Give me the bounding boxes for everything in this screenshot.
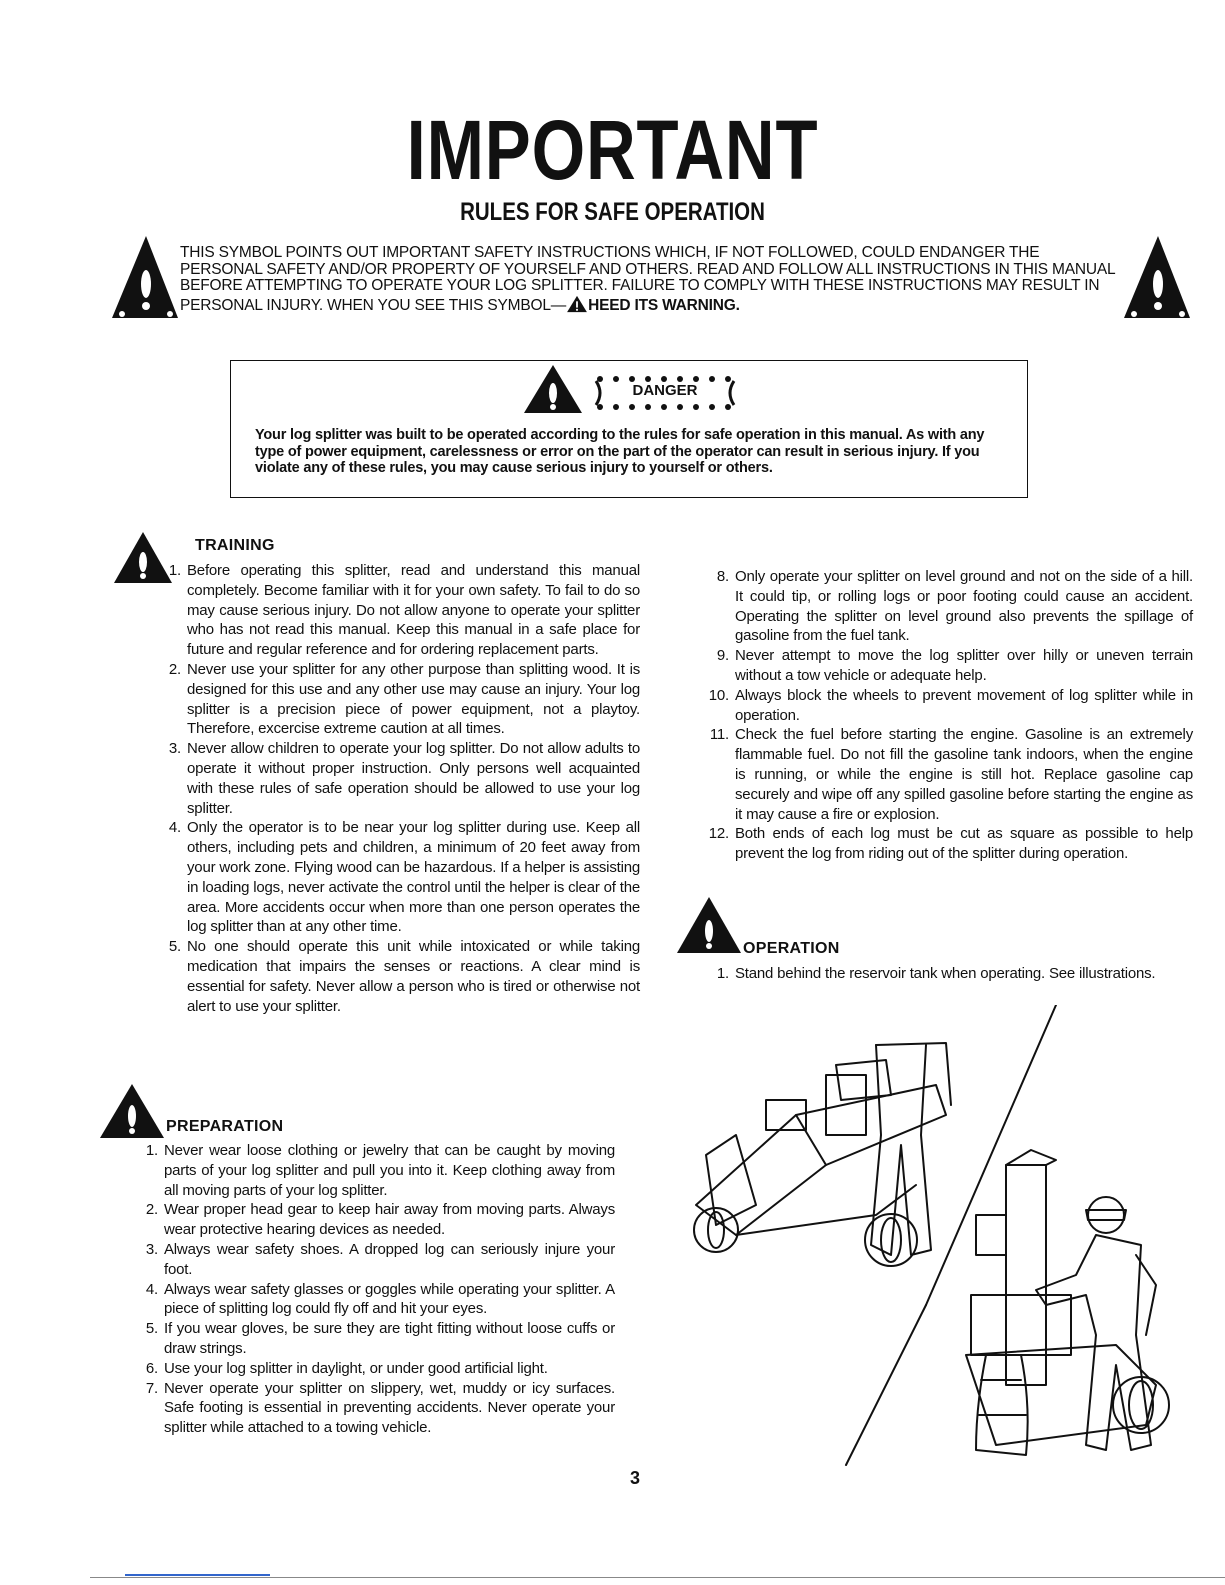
list-item: 6. Use your log splitter in daylight, or under good artificial light. <box>145 1359 548 1377</box>
preparation-list <box>140 1141 615 1438</box>
preparation-heading: PREPARATION <box>166 1118 284 1135</box>
list-item: 9. Never attempt to move the log splitter over hilly or uneven terrain without a tow vehicle or adequate help. <box>716 647 1193 684</box>
danger-text: Your log splitter was built to be operated according to the rules for safe operation in this manual. As with any type of power equipment, carelessness or error on the part of the operator can result in serious injury. If you violate any of these rules, you may cause serious injury to yourself or others. <box>255 427 985 476</box>
list-item: 2. Never use your splitter for any other purpose than splitting wood. It is designed for this use and any other use may cause an injury. Your log splitter is a precision piece of power equipment, not a playtoy. Therefore, excercise extreme caution at all times. <box>168 660 640 738</box>
operation-warning-icon <box>675 895 743 955</box>
list-item: 4. Only the operator is to be near your log splitter during use. Keep all others, including pets and children, a minimum of 20 feet away from your work zone. Flying wood can be hazardous. If a helper is assisting in loading logs, never activate the control until the helper is clear of the area. More accidents occur when more than one person operates the log splitter than at any other time. <box>168 819 640 936</box>
list-item: 10. Always block the wheels to prevent movement of log splitter while in operation. <box>708 686 1193 724</box>
training-heading: TRAINING <box>195 537 275 554</box>
list-item: 2. Wear proper head gear to keep hair away from moving parts. Always wear protective hearing devices as needed. <box>145 1201 615 1239</box>
intro-text: THIS SYMBOL POINTS OUT IMPORTANT SAFETY INSTRUCTIONS WHICH, IF NOT FOLLOWED, COULD ENDANGER THE PERSONAL SAFETY AND/OR PROPERTY OF YOURSELF AND OTHERS. READ AND FOLLOW ALL INSTRUCTIONS IN THIS MANUAL BEFORE ATTEMPTING TO OPERATE YOUR LOG SPLITTER. FAILURE TO COMPLY WITH THESE INSTRUCTIONS MAY RESULT IN PERSONAL INJURY. WHEN YOU SEE THIS SYMBOL— <box>180 244 1115 314</box>
preparation-warning-icon <box>98 1082 166 1140</box>
list-item: 1. Never wear loose clothing or jewelry that can be caught by moving parts of your log splitter and pull you into it. Keep clothing away from all moving parts of your log splitter. <box>145 1142 615 1199</box>
page-title: IMPORTANT <box>406 103 819 197</box>
list-item: 12. Both ends of each log must be cut as square as possible to help prevent the log from riding out of the splitter during operation. <box>708 825 1193 863</box>
danger-warning-icon <box>522 363 584 415</box>
warning-triangle-icon <box>108 232 180 322</box>
list-item: 5. If you wear gloves, be sure they are tight fitting without loose cuffs or draw strings. <box>145 1320 615 1357</box>
intro-warning-text <box>180 245 1120 314</box>
inline-warning-icon <box>566 295 588 313</box>
list-item: 1. Stand behind the reservoir tank when operating. See illustrations. <box>716 965 1156 982</box>
warning-triangle-icon <box>1120 232 1192 322</box>
list-item: 1. Before operating this splitter, read and understand this manual completely. Become familiar with it for your own safety. To fail to do so may cause serious injury. Do not allow anyone to operate your splitter who has not read this manual. Keep this manual in a safe place for future and regular reference and for ordering replacement parts. <box>168 562 640 659</box>
operation-list <box>711 964 1211 984</box>
page-subtitle: RULES FOR SAFE OPERATION <box>460 198 765 226</box>
bottom-rule <box>90 1577 1225 1578</box>
list-item: 5. No one should operate this unit while intoxicated or while taking medication that impairs the senses or reactions. A clear mind is essential for safety. Never allow a person who is tired or otherwise not alert to use your splitter. <box>168 938 640 1015</box>
intro-heed: HEED ITS WARNING. <box>588 296 740 314</box>
log-splitter-illustration <box>676 1005 1206 1475</box>
bottom-link-bar <box>125 1574 270 1576</box>
list-item: 4. Always wear safety glasses or goggles while operating your splitter. A piece of splitting log could fly off and hit your eyes. <box>145 1280 615 1318</box>
operation-heading: OPERATION <box>743 940 840 957</box>
danger-label: DANGER <box>632 382 698 399</box>
training-list <box>163 561 640 1016</box>
list-item: 3. Never allow children to operate your log splitter. Do not allow adults to operate it without proper instruction. Only persons well acquainted with these rules of safe operation should be allowed to use your log splitter. <box>168 740 640 817</box>
list-item: 8. Only operate your splitter on level ground and not on the side of a hill. It could tip, or rolling logs or poor footing could cause an accident. Operating the splitter on level ground also prevents the spillage of gasoline from the fuel tank. <box>716 568 1193 645</box>
right-rules-list <box>705 567 1193 864</box>
list-item: 7. Never operate your splitter on slippery, wet, muddy or icy surfaces. Safe footing is essential in preventing accidents. Never operate your splitter while attached to a towing vehicle. <box>145 1379 615 1437</box>
list-item: 3. Always wear safety shoes. A dropped log can seriously injure your foot. <box>145 1240 615 1278</box>
list-item: 11. Check the fuel before starting the engine. Gasoline is an extremely flammable fuel. Do not fill the gasoline tank indoors, when the engine is running, or while the engine is still hot. Replace gasoline cap securely and wipe off any spilled gasoline before starting the engine as it may cause a fire or explosion. <box>709 726 1193 823</box>
page-number: 3 <box>629 1468 640 1488</box>
